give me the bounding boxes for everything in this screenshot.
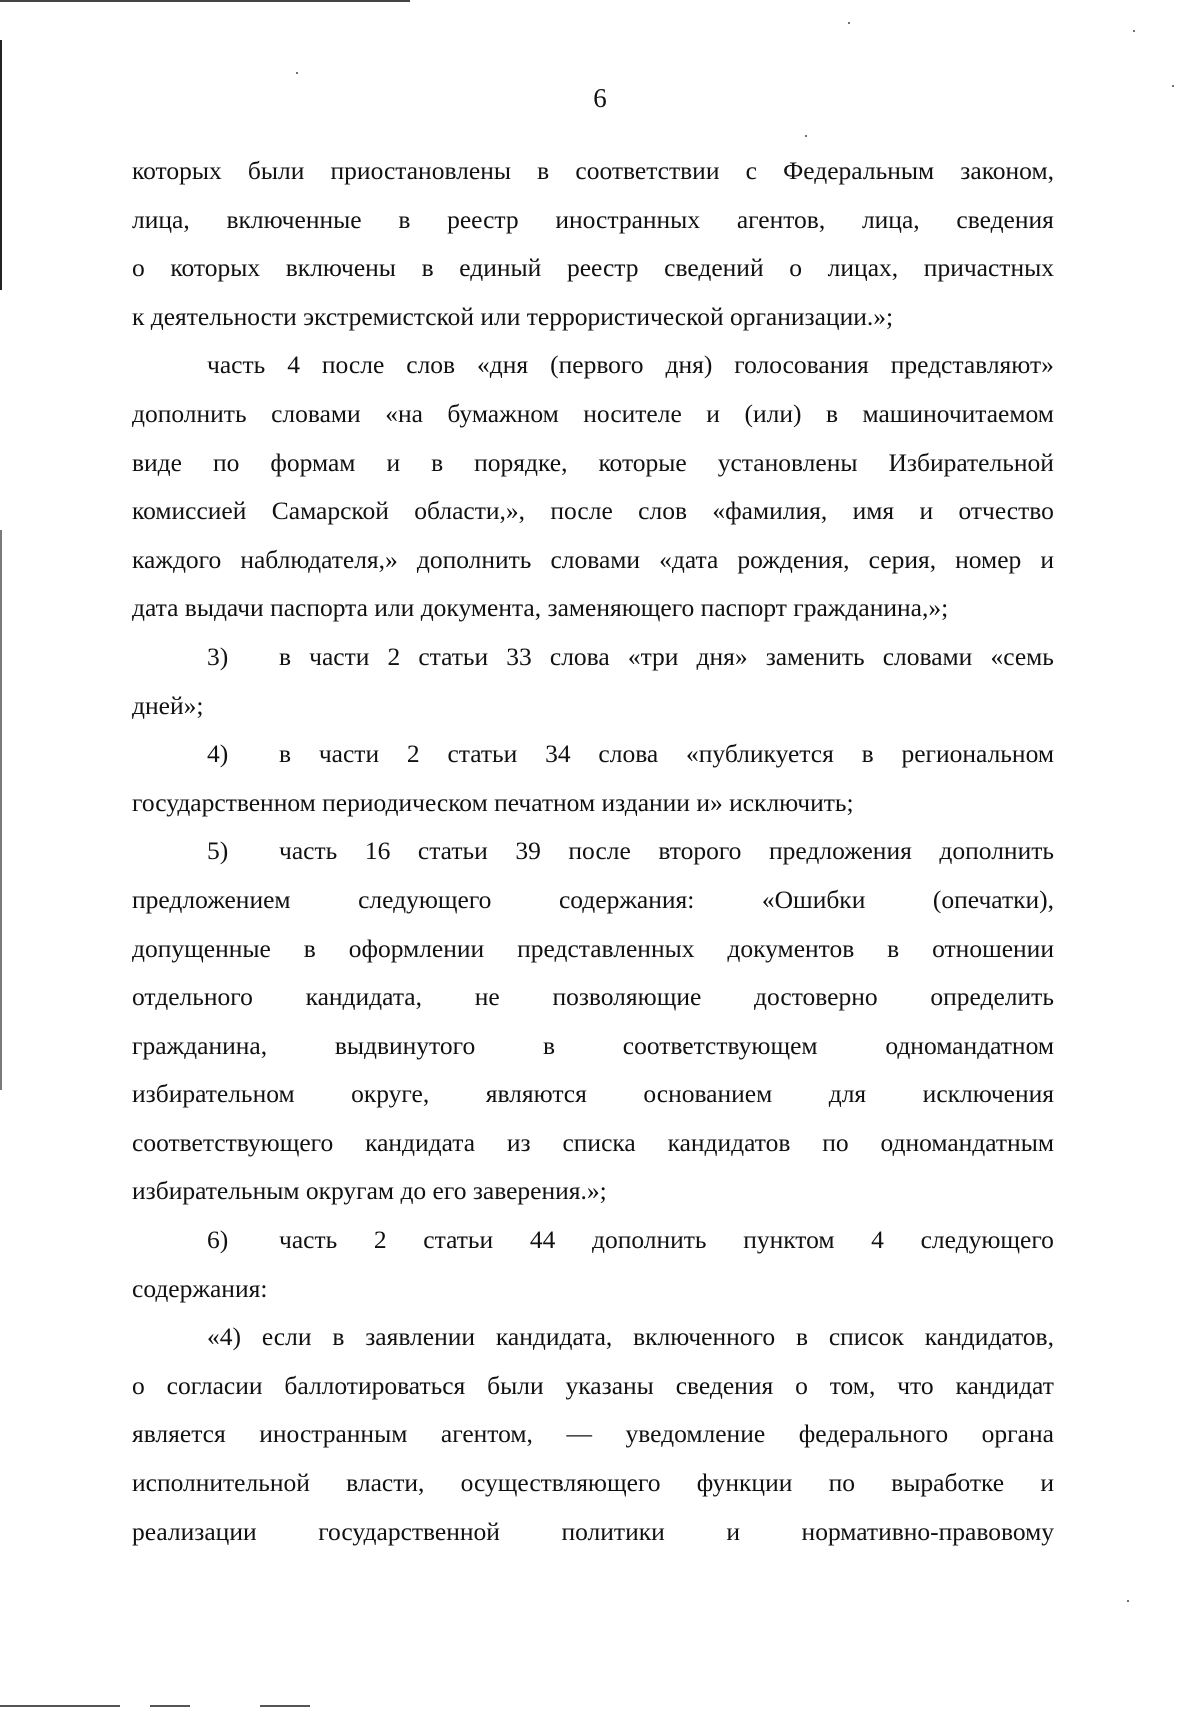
scan-speck	[848, 22, 850, 24]
word: включенного	[633, 1322, 776, 1352]
word: о	[132, 253, 145, 283]
word: были	[247, 156, 305, 185]
word: кандидата,	[305, 982, 422, 1012]
word: функции	[696, 1468, 793, 1498]
word: после	[550, 496, 613, 526]
word: «фамилия,	[712, 496, 828, 526]
word: представляют»	[890, 350, 1054, 380]
text-line: к деятельности экстремистской или террористической организации.»;	[132, 301, 894, 331]
word: следующего	[920, 1225, 1054, 1255]
word: серия,	[868, 544, 937, 574]
word: округе,	[351, 1079, 430, 1109]
word: рождения,	[737, 544, 850, 574]
list-item-number: 5)	[207, 836, 229, 866]
word: «публикуется	[686, 739, 834, 769]
word: согласии	[166, 1370, 263, 1400]
word: сведений	[664, 253, 764, 283]
list-item-number: 6)	[207, 1225, 229, 1255]
word: Федеральным	[783, 156, 935, 185]
word: Избирательной	[888, 447, 1054, 477]
word: исполнительной	[132, 1468, 310, 1498]
word: статьи	[423, 1225, 494, 1255]
word: слова	[598, 739, 659, 769]
word: баллотироваться	[284, 1370, 466, 1400]
word: причастных	[923, 253, 1054, 283]
word: второго	[658, 836, 742, 866]
word: статьи	[447, 739, 518, 769]
word: предложением	[132, 884, 291, 914]
word: и	[1040, 544, 1054, 574]
word: списка	[562, 1127, 636, 1157]
word: в	[795, 1322, 808, 1352]
word: соответствующего	[132, 1127, 334, 1157]
word: виде	[132, 447, 182, 477]
word: формам	[270, 447, 356, 477]
word: отчество	[958, 496, 1054, 526]
word: кандидат	[955, 1370, 1054, 1400]
word: соответствующем	[622, 1030, 818, 1060]
word: указаны	[565, 1370, 654, 1400]
word: в	[861, 739, 874, 769]
text-line	[132, 973, 1054, 1022]
word: 4	[871, 1225, 884, 1255]
word: «три	[627, 641, 679, 671]
word: носителе	[583, 398, 682, 428]
word: государственной	[318, 1516, 500, 1546]
word: позволяющие	[552, 982, 702, 1012]
word: кандидатов,	[924, 1322, 1054, 1352]
list-item-line	[132, 827, 1054, 876]
text-line	[132, 1362, 1054, 1411]
list-item-line	[132, 730, 1054, 779]
word: и	[919, 496, 934, 526]
word: список	[828, 1322, 904, 1352]
word: включенные	[226, 204, 362, 234]
word: части	[309, 641, 370, 671]
text-line: содержания:	[132, 1273, 268, 1303]
word: реестр	[447, 204, 519, 234]
word: в	[421, 253, 434, 283]
word: которые	[598, 447, 687, 477]
word: словами	[271, 398, 361, 428]
word: лицах,	[827, 253, 899, 283]
text-line: дата выдачи паспорта или документа, заменяющего паспорт гражданина,»;	[132, 593, 949, 623]
word: в	[279, 739, 292, 769]
word: оформлении	[348, 933, 485, 963]
word: власти,	[346, 1468, 425, 1498]
word: были	[487, 1370, 544, 1400]
word: основанием	[643, 1079, 773, 1109]
word: пунктом	[743, 1225, 835, 1255]
word: 2	[387, 641, 401, 671]
word: установлены	[717, 447, 858, 477]
word: единый	[459, 253, 542, 283]
word: 4	[287, 350, 300, 380]
text-line	[132, 1119, 1054, 1168]
text-line	[132, 925, 1054, 974]
word: дополнить	[591, 1225, 707, 1255]
word: реализации	[132, 1516, 257, 1546]
word: 2	[373, 1225, 387, 1255]
word: в	[825, 398, 839, 428]
word: являются	[485, 1079, 587, 1109]
word: что	[897, 1370, 934, 1400]
word: лица,	[861, 204, 920, 234]
word: приостановлены	[330, 156, 511, 185]
word: в	[303, 933, 316, 963]
word: в	[398, 204, 411, 234]
word: в	[542, 1030, 555, 1060]
word: о	[132, 1370, 145, 1400]
word: по	[212, 447, 240, 477]
word: политики	[561, 1516, 665, 1546]
word: по	[828, 1468, 856, 1498]
text-line	[132, 244, 1054, 293]
scan-speck	[296, 72, 298, 74]
scan-left-edge	[0, 530, 2, 1090]
word: части	[318, 739, 380, 769]
word: иностранным	[259, 1419, 408, 1449]
word: часть	[279, 836, 338, 866]
word: слов	[638, 496, 687, 526]
word: словами	[550, 544, 641, 574]
word: в	[279, 641, 292, 671]
word: нормативно-правовому	[801, 1516, 1054, 1546]
word: с	[745, 156, 757, 185]
word: агентом,	[440, 1419, 533, 1449]
word: по	[822, 1127, 849, 1157]
word: о	[789, 253, 803, 283]
word: осуществляющего	[460, 1468, 661, 1498]
word: региональном	[901, 739, 1054, 769]
word: часть	[279, 1225, 338, 1255]
word: после	[568, 836, 631, 866]
word: наблюдателя,»	[240, 544, 398, 574]
text-line	[132, 390, 1054, 439]
text-line	[132, 487, 1054, 536]
text-line: государственном периодическом печатном издании и» исключить;	[132, 787, 854, 817]
word: машиночитаемом	[862, 398, 1054, 428]
word: дополнить	[132, 398, 247, 428]
word: которых	[170, 253, 261, 283]
word: 33	[506, 641, 532, 671]
word: заменить	[765, 641, 865, 671]
word: «дата	[659, 544, 719, 574]
word: (опечатки),	[932, 884, 1054, 914]
word: включены	[285, 253, 396, 283]
scan-bottom-rule	[260, 1705, 310, 1707]
scan-speck	[1133, 30, 1135, 32]
word: (первого	[550, 350, 644, 380]
word: одномандатным	[880, 1127, 1054, 1157]
word: «4)	[207, 1322, 241, 1352]
word: документов	[727, 933, 855, 963]
word: соответствии	[575, 156, 720, 185]
word: комиссией	[132, 496, 247, 526]
text-line: дней»;	[132, 690, 204, 720]
text-line	[132, 1410, 1054, 1459]
word: дополнить	[939, 836, 1054, 866]
word: словами	[882, 641, 973, 671]
word: федерального	[798, 1419, 949, 1449]
word: определить	[930, 982, 1054, 1012]
word: гражданина,	[132, 1030, 268, 1060]
scan-speck	[805, 135, 807, 137]
word: «дня	[477, 350, 529, 380]
word: слова	[549, 641, 610, 671]
word: часть	[207, 350, 266, 380]
word: достоверно	[754, 982, 878, 1012]
word: имя	[852, 496, 895, 526]
word: и	[1040, 1468, 1054, 1498]
word: 16	[364, 836, 391, 866]
word: (или)	[744, 398, 802, 428]
text-line	[132, 1508, 1054, 1557]
word: в	[332, 1322, 345, 1352]
word: исключения	[922, 1079, 1054, 1109]
word: реестр	[566, 253, 639, 283]
text-line	[132, 196, 1054, 245]
word: кандидата,	[495, 1322, 613, 1352]
text-line	[132, 1022, 1054, 1071]
scan-top-rule	[0, 0, 410, 2]
word: если	[261, 1322, 312, 1352]
word: 34	[545, 739, 571, 769]
word: избирательном	[132, 1079, 295, 1109]
document-body	[132, 147, 1054, 1556]
word: том,	[829, 1370, 876, 1400]
word: которых	[132, 156, 222, 185]
text-line	[132, 439, 1054, 488]
word: в	[431, 447, 444, 477]
word: 39	[515, 836, 541, 866]
list-item-line	[132, 633, 1054, 682]
word: законом,	[960, 156, 1054, 185]
word: и	[706, 398, 720, 428]
text-line	[132, 147, 1054, 196]
word: о	[795, 1370, 808, 1400]
word: для	[828, 1079, 867, 1109]
word: в	[537, 156, 550, 185]
word: лица,	[132, 204, 190, 234]
word: заявлении	[365, 1322, 476, 1352]
word: дня»	[696, 641, 748, 671]
word: в	[887, 933, 900, 963]
word: из	[506, 1127, 531, 1157]
word: отдельного	[132, 982, 253, 1012]
word: дополнить	[416, 544, 532, 574]
word: «Ошибки	[761, 884, 866, 914]
word: 2	[406, 739, 420, 769]
page-number: 6	[593, 83, 607, 113]
text-line	[132, 1459, 1054, 1508]
word: «семь	[990, 641, 1054, 671]
word: после	[321, 350, 385, 380]
word: и	[386, 447, 401, 477]
list-item-number: 3)	[207, 641, 229, 671]
word: статьи	[418, 641, 489, 671]
word: и	[726, 1516, 740, 1546]
word: кандидата	[365, 1127, 476, 1157]
word: 44	[529, 1225, 556, 1255]
word: органа	[981, 1419, 1054, 1449]
word: бумажном	[447, 398, 559, 428]
word: не	[474, 982, 500, 1012]
word: кандидатов	[667, 1127, 791, 1157]
scan-speck	[1127, 1600, 1129, 1602]
word: сведения	[956, 204, 1054, 234]
word: выработке	[891, 1468, 1005, 1498]
text-line	[132, 1313, 1054, 1362]
word: каждого	[132, 544, 222, 574]
word: номер	[955, 544, 1022, 574]
word: «на	[385, 398, 423, 428]
list-item-line	[132, 1216, 1054, 1265]
word: голосования	[734, 350, 869, 380]
word: предложения	[769, 836, 912, 866]
word: является	[132, 1419, 226, 1449]
word: Самарской	[271, 496, 389, 526]
text-line	[132, 1070, 1054, 1119]
word: агентов,	[736, 204, 826, 234]
word: статьи	[417, 836, 488, 866]
word: слов	[406, 350, 456, 380]
text-line	[132, 876, 1054, 925]
word: выдвинутого	[334, 1030, 476, 1060]
word: уведомление	[625, 1419, 766, 1449]
word: одномандатном	[885, 1030, 1054, 1060]
text-line	[132, 341, 1054, 390]
scan-bottom-rule	[0, 1705, 120, 1707]
word: области,»,	[414, 496, 526, 526]
word: иностранных	[555, 204, 701, 234]
list-item-number: 4)	[207, 739, 229, 769]
word: допущенные	[132, 933, 271, 963]
scan-bottom-rule	[150, 1705, 190, 1707]
word: сведения	[675, 1370, 774, 1400]
word: следующего	[358, 884, 492, 914]
word: содержания:	[558, 884, 695, 914]
word: —	[566, 1419, 592, 1449]
word: дня)	[665, 350, 713, 380]
word: отношении	[932, 933, 1054, 963]
word: порядке,	[474, 447, 568, 477]
word: представленных	[517, 933, 695, 963]
text-line	[132, 536, 1054, 585]
text-line: избирательным округам до его заверения.»;	[132, 1176, 607, 1206]
